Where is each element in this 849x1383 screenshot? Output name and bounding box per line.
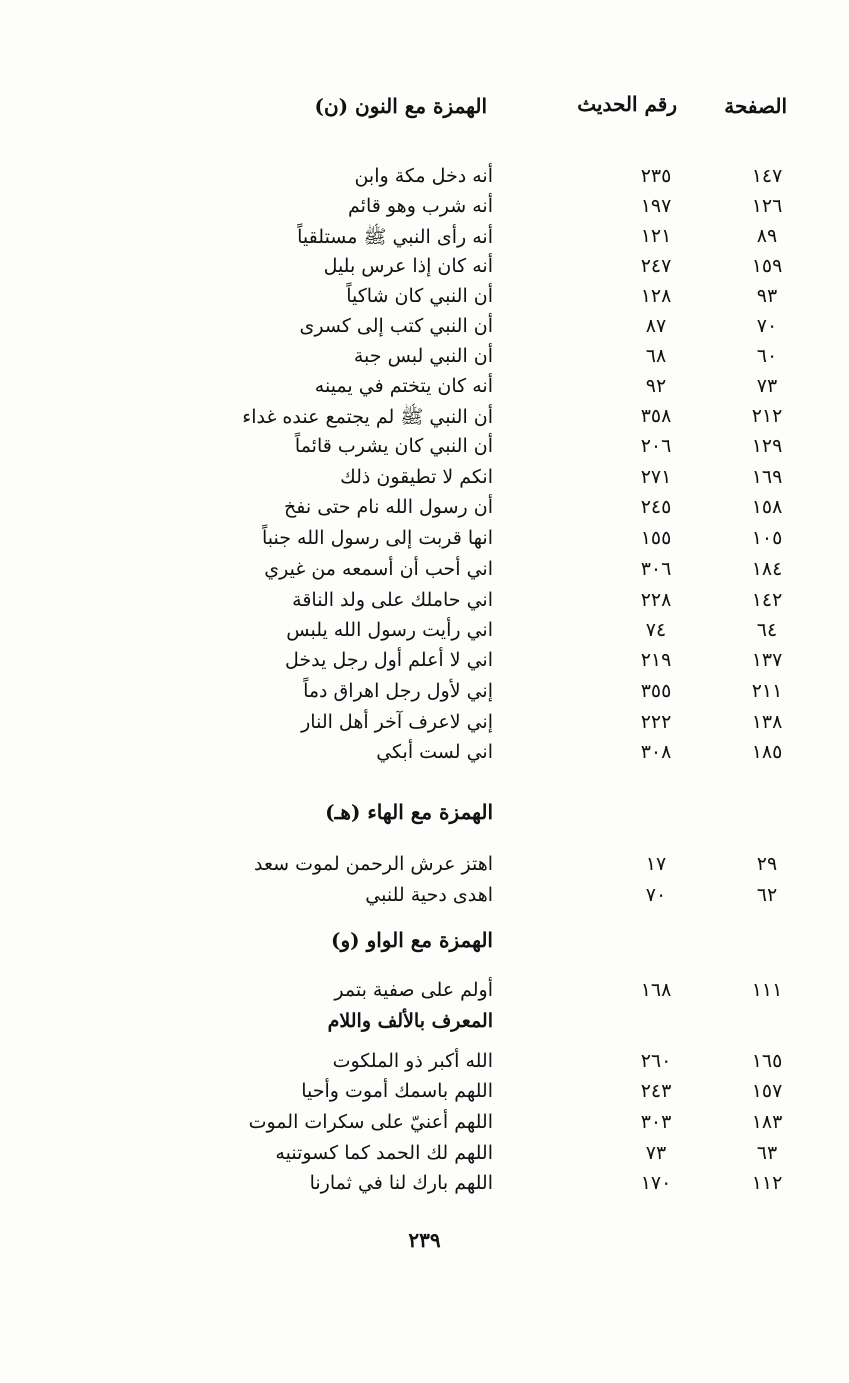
hadith-number-cell: ١٦٨ xyxy=(640,979,672,1001)
index-row xyxy=(0,1111,849,1141)
index-row xyxy=(0,195,849,225)
hadith-text-cell: اهتز عرش الرحمن لموت سعد xyxy=(254,853,493,875)
index-row xyxy=(0,558,849,588)
hadith-number-cell: ٣٥٥ xyxy=(640,680,672,702)
page-number-cell: ١٣٨ xyxy=(751,711,783,733)
page-number-cell: ١٢٩ xyxy=(751,435,783,457)
index-row xyxy=(0,315,849,345)
hadith-number-cell: ٧٤ xyxy=(645,619,667,641)
page-number-cell: ١٤٢ xyxy=(751,589,783,611)
hadith-number-cell: ٢٣٥ xyxy=(640,165,672,187)
page-number-cell: ١٦٥ xyxy=(751,1050,783,1072)
hadith-number-cell: ٣٠٨ xyxy=(640,741,672,763)
hadith-number-cell: ٣٠٦ xyxy=(640,558,672,580)
index-row xyxy=(0,466,849,496)
index-row xyxy=(0,1080,849,1110)
index-row xyxy=(0,1142,849,1172)
hadith-text-cell: أن النبي كان يشرب قائماً xyxy=(294,435,493,457)
hadith-text-cell: اللهم بارك لنا في ثمارنا xyxy=(309,1172,493,1194)
hadith-number-cell: ٢٦٠ xyxy=(640,1050,672,1072)
hadith-text-cell: اني لا أعلم أول رجل يدخل xyxy=(285,649,493,671)
section-title-hamza-ha: الهمزة مع الهاء (هـ) xyxy=(325,800,493,824)
hadith-number-cell: ٢٧١ xyxy=(640,466,672,488)
page-number-cell: ١٣٧ xyxy=(751,649,783,671)
hadith-text-cell: اني حاملك على ولد الناقة xyxy=(292,589,493,611)
page-number-cell: ١٥٨ xyxy=(751,496,783,518)
hadith-number-cell: ١٩٧ xyxy=(640,195,672,217)
hadith-text-cell: أن النبي كان شاكياً xyxy=(346,285,493,307)
section-title-definite-article: المعرف بالألف واللام xyxy=(327,1010,493,1032)
page-number-cell: ٩٣ xyxy=(756,285,778,307)
hadith-text-cell: انكم لا تطيقون ذلك xyxy=(340,466,493,488)
index-row xyxy=(0,649,849,679)
hadith-text-cell: إني لاعرف آخر أهل النار xyxy=(301,711,493,733)
hadith-number-cell: ٢٢٢ xyxy=(640,711,672,733)
index-row xyxy=(0,1172,849,1202)
index-row xyxy=(0,619,849,649)
page-number-cell: ٢٩ xyxy=(756,853,778,875)
hadith-number-cell: ٢٤٥ xyxy=(640,496,672,518)
hadith-text-cell: أن النبي كتب إلى كسرى xyxy=(299,315,493,337)
hadith-number-cell: ٢٤٣ xyxy=(640,1080,672,1102)
page-number-cell: ١٥٩ xyxy=(751,255,783,277)
index-row xyxy=(0,165,849,195)
hadith-number-cell: ١٢٨ xyxy=(640,285,672,307)
index-row xyxy=(0,853,849,883)
page-number-cell: ١٨٥ xyxy=(751,741,783,763)
page-number-cell: ١٤٧ xyxy=(751,165,783,187)
page-footer-number: ٢٣٩ xyxy=(408,1228,441,1252)
index-row xyxy=(0,527,849,557)
page-number-cell: ١٢٦ xyxy=(751,195,783,217)
page-number-cell: ١١٢ xyxy=(751,1172,783,1194)
hadith-text-cell: أنه كان إذا عرس بليل xyxy=(323,255,493,277)
page-number-cell: ٨٩ xyxy=(756,225,778,247)
hadith-number-cell: ٢٢٨ xyxy=(640,589,672,611)
index-row xyxy=(0,255,849,285)
page-number-cell: ٦٤ xyxy=(756,619,778,641)
hadith-number-cell: ٢٤٧ xyxy=(640,255,672,277)
hadith-number-cell: ١٧ xyxy=(645,853,667,875)
page-number-cell: ٦٢ xyxy=(756,884,778,906)
hadith-number-cell: ٣٥٨ xyxy=(640,405,672,427)
hadith-number-cell: ٧٠ xyxy=(645,884,667,906)
hadith-text-cell: أنه كان يتختم في يمينه xyxy=(314,375,493,397)
hadith-text-cell: انها قربت إلى رسول الله جنباً xyxy=(262,527,493,549)
page-number-cell: ١١١ xyxy=(751,979,783,1001)
hadith-text-cell: اللهم أعنيّ على سكرات الموت xyxy=(248,1111,493,1133)
index-row xyxy=(0,711,849,741)
hadith-number-cell: ١٥٥ xyxy=(640,527,672,549)
hadith-number-cell: ٢١٩ xyxy=(640,649,672,671)
hadith-number-cell: ٦٨ xyxy=(645,345,667,367)
hadith-text-cell: أولم على صفية بتمر xyxy=(334,979,493,1001)
index-row xyxy=(0,979,849,1009)
index-row xyxy=(0,589,849,619)
column-header-page: الصفحة xyxy=(724,94,787,118)
hadith-text-cell: اللهم باسمك أموت وأحيا xyxy=(301,1080,493,1102)
hadith-text-cell: الله أكبر ذو الملكوت xyxy=(332,1050,493,1072)
hadith-text-cell: اهدى دحية للنبي xyxy=(365,884,493,906)
page-number-cell: ٢١١ xyxy=(751,680,783,702)
page-number-cell: ٧٣ xyxy=(756,375,778,397)
page-number-cell: ٧٠ xyxy=(756,315,778,337)
hadith-text-cell: أن النبي ﷺ لم يجتمع عنده غداء xyxy=(242,406,493,428)
hadith-number-cell: ٣٠٣ xyxy=(640,1111,672,1133)
index-row xyxy=(0,285,849,315)
hadith-text-cell: اني أحب أن أسمعه من غيري xyxy=(264,558,493,580)
hadith-text-cell: أن رسول الله نام حتى نفخ xyxy=(283,496,493,518)
page-number-cell: ١٨٤ xyxy=(751,558,783,580)
hadith-text-cell: اني رأيت رسول الله يلبس xyxy=(286,619,493,641)
page-number-cell: ٢١٢ xyxy=(751,405,783,427)
hadith-text-cell: أنه شرب وهو قائم xyxy=(348,195,493,217)
page-number-cell: ١٠٥ xyxy=(751,527,783,549)
page-number-cell: ١٦٩ xyxy=(751,466,783,488)
hadith-text-cell: أن النبي لبس جبة xyxy=(353,345,493,367)
section-title-hamza-waw: الهمزة مع الواو (و) xyxy=(331,928,493,952)
index-row xyxy=(0,225,849,255)
index-row xyxy=(0,405,849,435)
page-number-cell: ٦٠ xyxy=(756,345,778,367)
hadith-text-cell: أنه رأى النبي ﷺ مستلقياً xyxy=(297,226,493,248)
page-number-cell: ١٨٣ xyxy=(751,1111,783,1133)
hadith-text-cell: اني لست أبكي xyxy=(376,741,493,763)
hadith-number-cell: ١٧٠ xyxy=(640,1172,672,1194)
index-row xyxy=(0,680,849,710)
index-row xyxy=(0,435,849,465)
hadith-number-cell: ١٢١ xyxy=(640,225,672,247)
page-number-cell: ٦٣ xyxy=(756,1142,778,1164)
hadith-number-cell: ٧٣ xyxy=(645,1142,667,1164)
index-row xyxy=(0,496,849,526)
index-row xyxy=(0,884,849,914)
hadith-text-cell: أنه دخل مكة وابن xyxy=(354,165,493,187)
page-number-cell: ١٥٧ xyxy=(751,1080,783,1102)
hadith-number-cell: ٨٧ xyxy=(645,315,667,337)
index-row xyxy=(0,741,849,771)
index-row xyxy=(0,1050,849,1080)
hadith-number-cell: ٢٠٦ xyxy=(640,435,672,457)
hadith-number-cell: ٩٢ xyxy=(645,375,667,397)
column-header-hadith-number: رقم الحديث xyxy=(577,92,677,116)
section-title-hamza-nun: الهمزة مع النون (ن) xyxy=(314,94,487,118)
hadith-text-cell: إني لأول رجل اهراق دماً xyxy=(303,680,493,702)
index-row xyxy=(0,345,849,375)
index-row xyxy=(0,375,849,405)
hadith-text-cell: اللهم لك الحمد كما كسوتنيه xyxy=(275,1142,493,1164)
